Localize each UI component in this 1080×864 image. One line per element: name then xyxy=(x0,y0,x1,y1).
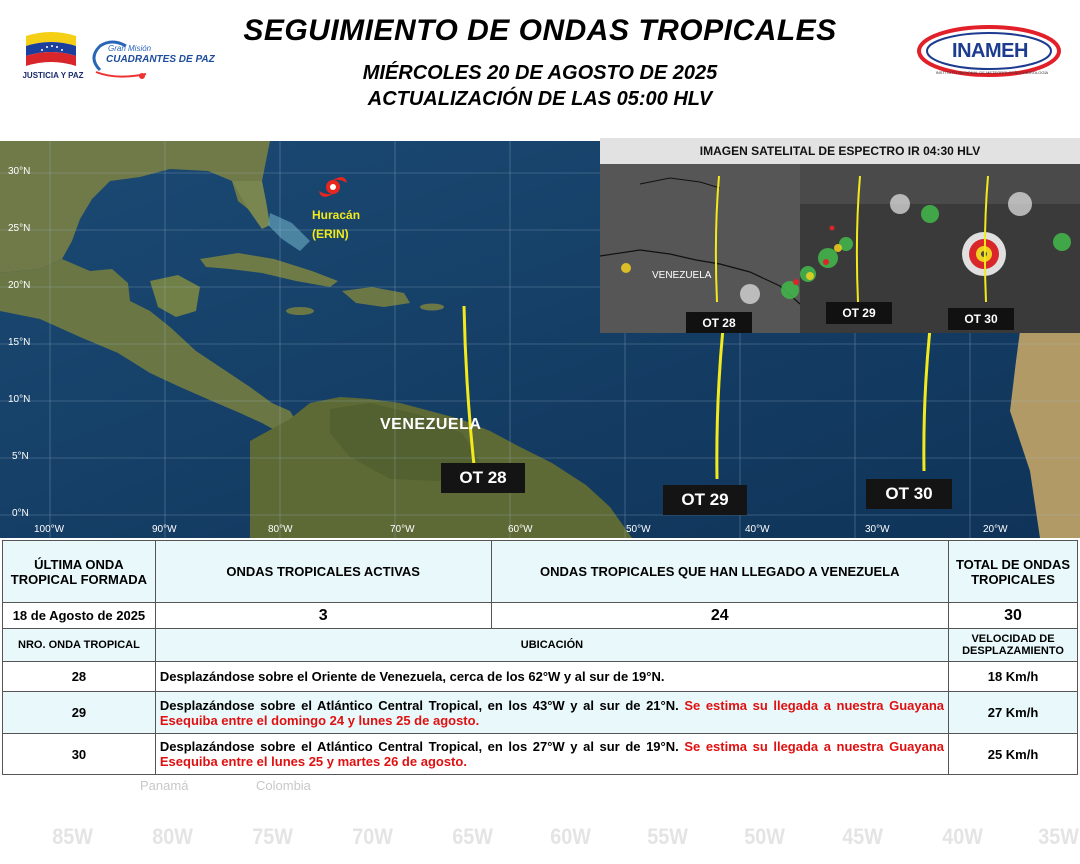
satellite-inset xyxy=(600,138,1080,333)
gran-mision-big-text: CUADRANTES DE PAZ xyxy=(106,54,215,65)
tropical-waves-table xyxy=(2,540,1078,775)
bg-lon-label: 85W xyxy=(52,824,93,849)
wave-speed: 18 Km/h xyxy=(949,662,1078,692)
lon-label: 50°W xyxy=(626,524,651,535)
satellite-title: IMAGEN SATELITAL DE ESPECTRO IR 04:30 HLV xyxy=(600,138,1080,164)
bg-place-colombia: Colombia xyxy=(256,778,311,793)
wave-location xyxy=(155,662,948,692)
bg-lon-label: 45W xyxy=(842,824,883,849)
update-time: ACTUALIZACIÓN DE LAS 05:00 HLV xyxy=(367,88,713,110)
lat-label: 30°N xyxy=(8,166,31,177)
total-waves-header: TOTAL DE ONDAS TROPICALES xyxy=(949,541,1078,603)
lat-label: 25°N xyxy=(8,223,31,234)
inameh-subtitle: INSTITUTO NACIONAL DE METEOROLOGÍA E HIDROLOGÍA xyxy=(935,70,1049,75)
puerto-rico xyxy=(420,304,444,311)
gran-mision-small-text: Gran Misión xyxy=(108,44,152,53)
bg-place-panama: Panamá xyxy=(140,778,189,793)
location-text: Desplazándose sobre el Atlántico Central Tropical, en los 43°W y al sur de 21°N. xyxy=(159,697,679,713)
lat-label: 15°N xyxy=(8,337,31,348)
satellite-label-ot30: OT 30 xyxy=(948,308,1014,330)
location-text: Desplazándose sobre el Atlántico Central Tropical, en los 27°W y al sur de 19°N. xyxy=(159,739,679,754)
bg-lon-label: 60W xyxy=(550,824,591,849)
lon-label: 20°W xyxy=(983,524,1008,535)
lon-label: 70°W xyxy=(390,524,415,535)
arrival-note: Se estima su llegada a nuestra Guayana Esequiba entre el domingo 24 y lunes 25 de agosto. xyxy=(159,697,945,728)
lat-label: 0°N xyxy=(12,508,29,519)
wave-number: 30 xyxy=(3,734,156,775)
wave-label-ot28: OT 28 xyxy=(441,463,525,493)
lat-label: 5°N xyxy=(12,451,29,462)
location-text: Desplazándose sobre el Oriente de Venezuela, cerca de los 62°W y al sur de 19°N. xyxy=(159,669,665,684)
active-waves-count: 3 xyxy=(155,603,491,629)
active-waves-header: ONDAS TROPICALES ACTIVAS xyxy=(155,541,491,603)
storm-type-label: Huracán xyxy=(312,208,361,222)
satellite-label-ot29: OT 29 xyxy=(826,302,892,324)
total-waves-count: 30 xyxy=(949,603,1078,629)
wave-label-ot30: OT 30 xyxy=(866,479,952,509)
wave-location xyxy=(155,692,948,734)
bg-lon-label: 75W xyxy=(252,824,293,849)
wave-speed: 27 Km/h xyxy=(949,692,1078,734)
wave-label-ot29: OT 29 xyxy=(663,485,747,515)
background-map xyxy=(0,760,1080,864)
last-wave-date: 18 de Agosto de 2025 xyxy=(3,603,156,629)
lon-label: 60°W xyxy=(508,524,533,535)
storm-name-label: (ERIN) xyxy=(312,227,349,241)
inameh-logo-text: INAMEH xyxy=(952,40,1028,62)
ministry-logo-text: JUSTICIA Y PAZ xyxy=(22,71,84,80)
bg-lon-label: 65W xyxy=(452,824,493,849)
jamaica xyxy=(286,307,314,315)
column-header-number: NRO. ONDA TROPICAL xyxy=(3,629,156,662)
wave-number: 29 xyxy=(3,692,156,734)
table-row xyxy=(3,734,1078,775)
wave-location xyxy=(155,734,948,775)
country-label-venezuela: VENEZUELA xyxy=(380,416,482,433)
arrived-waves-header: ONDAS TROPICALES QUE HAN LLEGADO A VENEZUELA xyxy=(491,541,948,603)
arrived-waves-count: 24 xyxy=(491,603,948,629)
lon-label: 40°W xyxy=(745,524,770,535)
lon-label: 80°W xyxy=(268,524,293,535)
page-title: SEGUIMIENTO DE ONDAS TROPICALES xyxy=(243,14,837,47)
bg-lon-label: 40W xyxy=(942,824,983,849)
column-header-location: UBICACIÓN xyxy=(155,629,948,662)
bg-lon-label: 55W xyxy=(647,824,688,849)
satellite-country-label: VENEZUELA xyxy=(652,270,712,281)
table-row xyxy=(3,692,1078,734)
bg-lon-label: 80W xyxy=(152,824,193,849)
arrival-note: Se estima su llegada a nuestra Guayana Esequiba entre el lunes 25 y martes 26 de agosto. xyxy=(159,739,945,769)
lon-label: 100°W xyxy=(34,524,65,535)
table-row xyxy=(3,662,1078,692)
column-header-speed: VELOCIDAD DE DESPLAZAMIENTO xyxy=(949,629,1078,662)
bg-lon-label: 35W xyxy=(1038,824,1079,849)
lat-label: 20°N xyxy=(8,280,31,291)
bg-lon-label: 70W xyxy=(352,824,393,849)
satellite-label-ot28: OT 28 xyxy=(686,312,752,333)
lon-label: 30°W xyxy=(865,524,890,535)
last-wave-header: ÚLTIMA ONDA TROPICAL FORMADA xyxy=(3,541,156,603)
venezuela-flag-logo xyxy=(24,28,78,70)
lon-label: 90°W xyxy=(152,524,177,535)
bg-lon-label: 50W xyxy=(744,824,785,849)
wave-speed: 25 Km/h xyxy=(949,734,1078,775)
wave-number: 28 xyxy=(3,662,156,692)
report-date: MIÉRCOLES 20 DE AGOSTO DE 2025 xyxy=(362,62,718,84)
lat-label: 10°N xyxy=(8,394,31,405)
